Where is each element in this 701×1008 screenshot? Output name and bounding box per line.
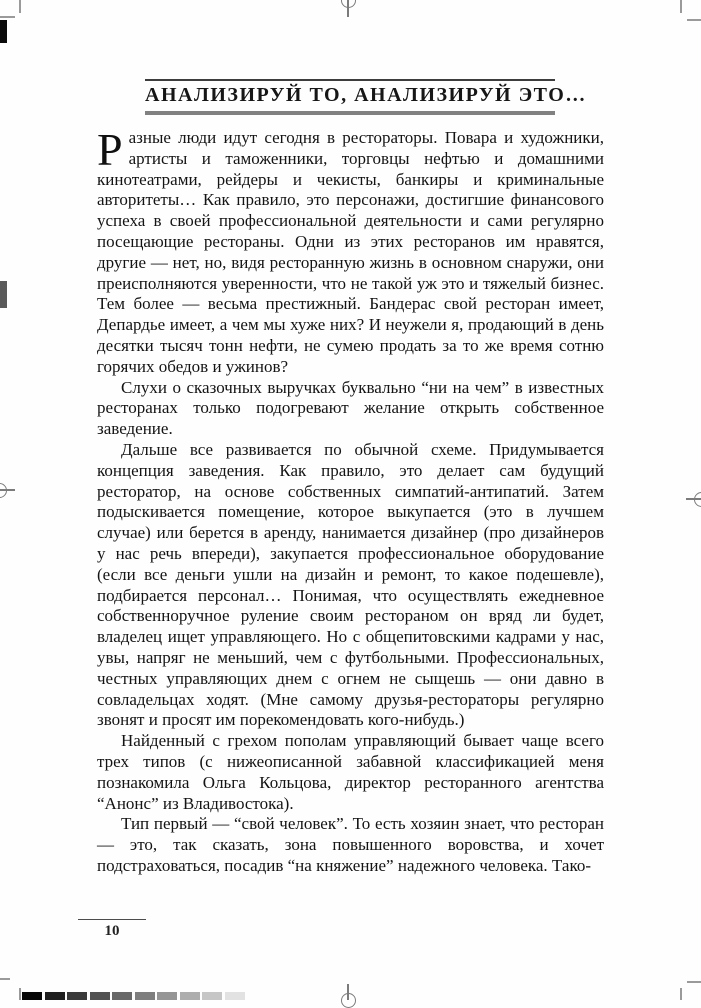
registration-mark-top-line xyxy=(347,0,349,17)
drop-cap: Р xyxy=(97,124,123,175)
title-rule-bottom xyxy=(145,111,555,115)
registration-mark-left-icon xyxy=(0,483,7,498)
chapter-title-block xyxy=(145,79,587,115)
registration-mark-bottom-icon xyxy=(341,993,356,1008)
crop-mark-top-right-horizontal xyxy=(687,19,701,21)
registration-mark-right-line xyxy=(686,498,701,500)
registration-mark-bottom-line xyxy=(347,984,349,1000)
paragraph: Найденный с грехом пополам управляющий бывает чаще всего трех типов (с нижеописанной забавной классификацией меня познакомила Ольга Кольцова, директор ресторанного агентства “Анонс” из Владивостока). xyxy=(97,731,604,813)
ink-patch-black xyxy=(0,20,7,43)
grayscale-swatch xyxy=(90,992,110,1000)
grayscale-swatch xyxy=(135,992,155,1000)
paragraph: Дальше все развивается по обычной схеме. Придумывается концепция заведения. Как правило, это делает сам будущий ресторатор, на основе собственных симпатий-антипатий. Затем подыскивается помещение, которое выкупается (это в лучшем случае) или берется в аренду, нанимается дизайнер (про дизайнеров у нас речь впереди), закупается профессиональное оборудование (если все деньги ушли на дизайн и ремонт, то какое подешевле), подбирается персонал… Понимая, что осуществлять ежедневное собственноручное руление своим рестораном он вряд ли будет, владелец ищет управляющего. Но с общепитовскими кадрами у нас, увы, напряг не меньший, чем с футбольными. Профессиональных, честных управляющих днем с огнем не сыщешь — они давно в совладельцах ходят. (Мне самому друзья-рестораторы регулярно звонят и просят им порекомендовать кого-нибудь.) xyxy=(97,439,604,730)
crop-mark-top-left-vertical xyxy=(19,0,21,13)
page-number: 10 xyxy=(104,923,120,939)
title-rule-top xyxy=(145,79,555,81)
grayscale-swatch xyxy=(180,992,200,1000)
registration-mark-left-line xyxy=(0,489,15,491)
grayscale-swatch xyxy=(202,992,222,1000)
body-text xyxy=(97,124,604,877)
grayscale-swatch xyxy=(112,992,132,1000)
crop-mark-bottom-left-horizontal xyxy=(0,978,10,980)
grayscale-bar xyxy=(22,992,245,1000)
paragraph: Слухи о сказочных выручках буквально “ни на чем” в известных ресторанах только подогревают желание открыть собственное заведение. xyxy=(97,377,604,439)
paragraph: Тип первый — “свой человек”. То есть хозяин знает, что ресторан — это, так сказать, зона повышенного воровства, и хочет подстраховаться, посадив “на княжение” надежного человека. Тако- xyxy=(97,814,604,875)
ink-patch-gray xyxy=(0,281,7,308)
grayscale-swatch xyxy=(67,992,87,1000)
paragraph-text: азные люди идут сегодня в рестораторы. Повара и художники, артисты и таможенники, торговцы нефтью и домашними кинотеатрами, рейдеры и чекисты, банкиры и криминальные авторитеты… Как правило, это персонажи, достигшие финансового успеха в своей профессиональной деятельности и сами регулярно посещающие рестораны. Одни из этих ресторанов им нравятся, другие — нет, но, видя ресторанную жизнь в основном снаружи, они преисполняются уверенности, что не такой уж это и тяжелый бизнес. Тем более — весьма престижный. Бандерас свой ресторан имеет, Депардье имеет, а чем мы хуже них? И неужели я, продающий в день десятки тысяч тонн нефти, не сумею продать за то же время сотню горячих обедов и ужинов? xyxy=(97,128,604,376)
crop-mark-bottom-right-vertical xyxy=(680,988,682,1000)
grayscale-swatch xyxy=(45,992,65,1000)
paragraph xyxy=(97,124,604,378)
crop-mark-bottom-right-horizontal xyxy=(687,981,701,983)
crop-mark-top-right-vertical xyxy=(680,0,682,13)
registration-mark-top-icon xyxy=(341,0,356,8)
crop-mark-top-left-horizontal xyxy=(0,16,15,18)
grayscale-swatch xyxy=(225,992,245,1000)
grayscale-swatch xyxy=(157,992,177,1000)
crop-mark-bottom-left-vertical xyxy=(19,988,21,1000)
registration-mark-right-icon xyxy=(694,492,701,507)
chapter-title: АНАЛИЗИРУЙ ТО, АНАЛИЗИРУЙ ЭТО… xyxy=(145,84,587,106)
grayscale-swatch xyxy=(22,992,42,1000)
page-footer xyxy=(78,919,146,940)
